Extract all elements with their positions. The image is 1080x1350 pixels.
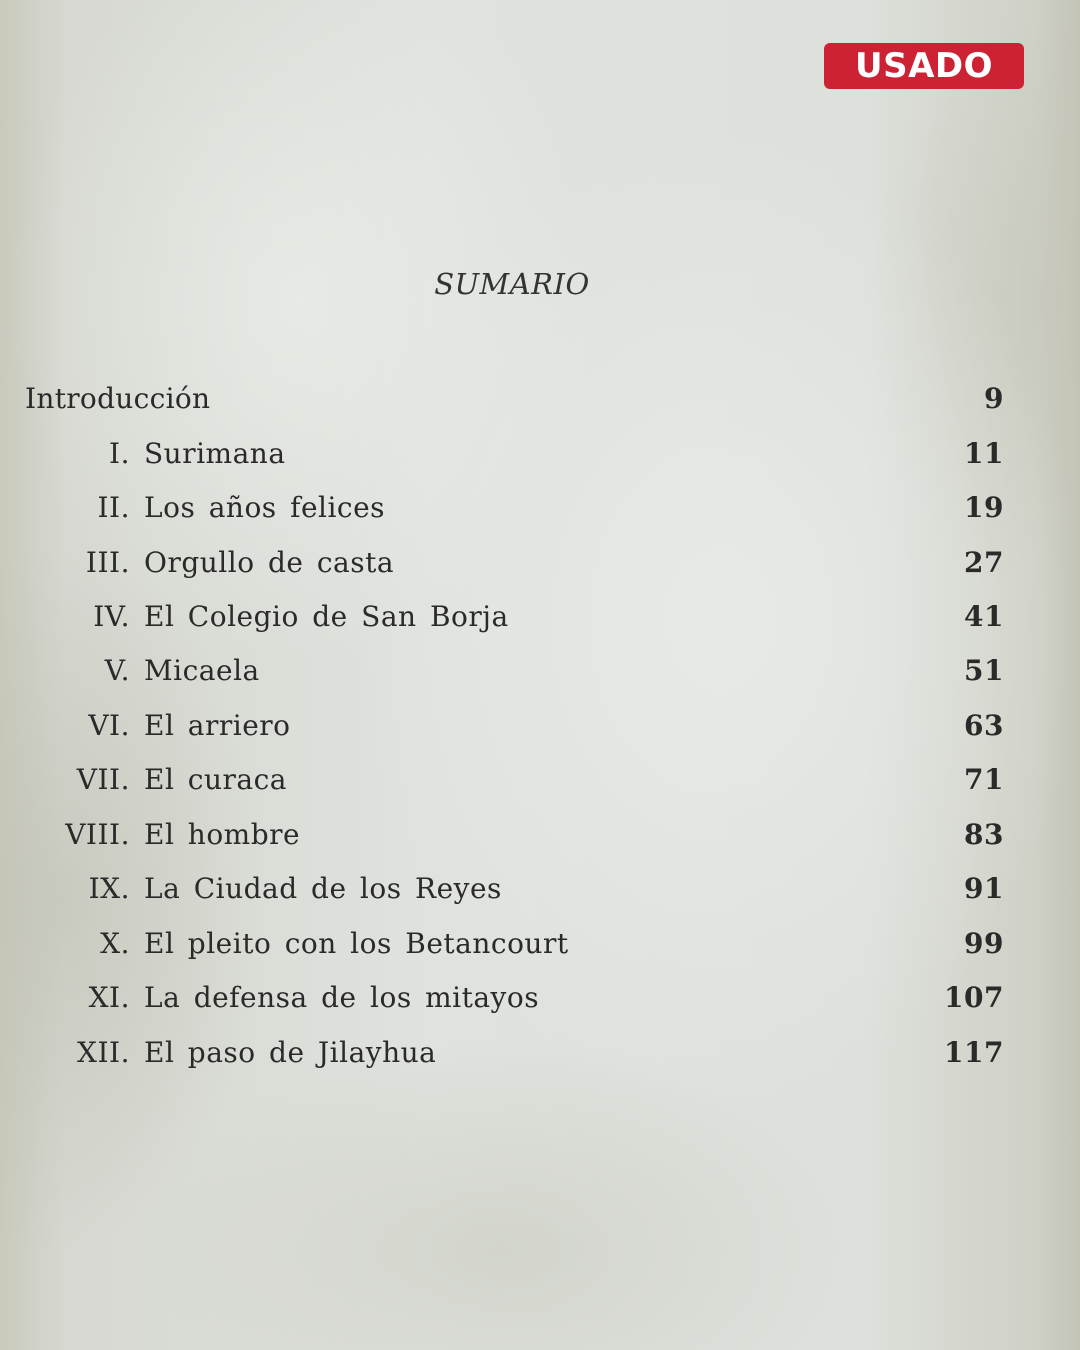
chapter-number: V. <box>104 654 130 687</box>
chapter-title: Los años felices <box>144 491 386 524</box>
chapter-number: VII. <box>76 763 130 796</box>
page-title: SUMARIO <box>434 267 590 301</box>
chapter-title: El pleito con los Betancourt <box>144 927 569 960</box>
chapter-page: 27 <box>964 546 1004 579</box>
chapter-page: 83 <box>964 818 1004 851</box>
chapter-number: IV. <box>93 600 130 633</box>
toc-row <box>0 815 1080 855</box>
chapter-title: Micaela <box>144 654 260 687</box>
toc-row <box>0 706 1080 746</box>
chapter-page: 117 <box>944 1036 1004 1069</box>
toc-row <box>0 434 1080 474</box>
chapter-number: III. <box>85 546 130 579</box>
toc-row <box>0 651 1080 691</box>
chapter-page: 107 <box>944 981 1004 1014</box>
chapter-page: 99 <box>964 927 1004 960</box>
chapter-title: Orgullo de casta <box>144 546 395 579</box>
chapter-page: 91 <box>964 872 1004 905</box>
chapter-number: I. <box>109 437 130 470</box>
toc-row <box>0 760 1080 800</box>
toc-intro-label: Introducción <box>25 382 211 415</box>
chapter-number: XII. <box>77 1036 130 1069</box>
chapter-number: XI. <box>88 981 130 1014</box>
chapter-title: El curaca <box>144 763 287 796</box>
toc-row <box>0 543 1080 583</box>
chapter-number: X. <box>100 927 130 960</box>
toc-row <box>0 924 1080 964</box>
chapter-page: 19 <box>964 491 1004 524</box>
toc-row-introduction <box>0 379 1080 419</box>
chapter-title: La Ciudad de los Reyes <box>144 872 502 905</box>
chapter-page: 71 <box>964 763 1004 796</box>
chapter-title: El paso de Jilayhua <box>144 1036 437 1069</box>
toc-row <box>0 488 1080 528</box>
chapter-page: 41 <box>964 600 1004 633</box>
toc-row <box>0 978 1080 1018</box>
toc-row <box>0 597 1080 637</box>
chapter-title: El arriero <box>144 709 291 742</box>
chapter-title: Surimana <box>144 437 286 470</box>
chapter-number: II. <box>97 491 130 524</box>
used-badge: USADO <box>824 43 1024 89</box>
chapter-number: VI. <box>88 709 130 742</box>
chapter-number: VIII. <box>65 818 130 851</box>
toc-row <box>0 1033 1080 1073</box>
chapter-title: La defensa de los mitayos <box>144 981 540 1014</box>
chapter-page: 11 <box>964 437 1004 470</box>
chapter-page: 63 <box>964 709 1004 742</box>
chapter-title: El hombre <box>144 818 301 851</box>
toc-row <box>0 869 1080 909</box>
chapter-title: El Colegio de San Borja <box>144 600 509 633</box>
chapter-page: 51 <box>964 654 1004 687</box>
toc-intro-page: 9 <box>984 382 1004 415</box>
chapter-number: IX. <box>88 872 130 905</box>
